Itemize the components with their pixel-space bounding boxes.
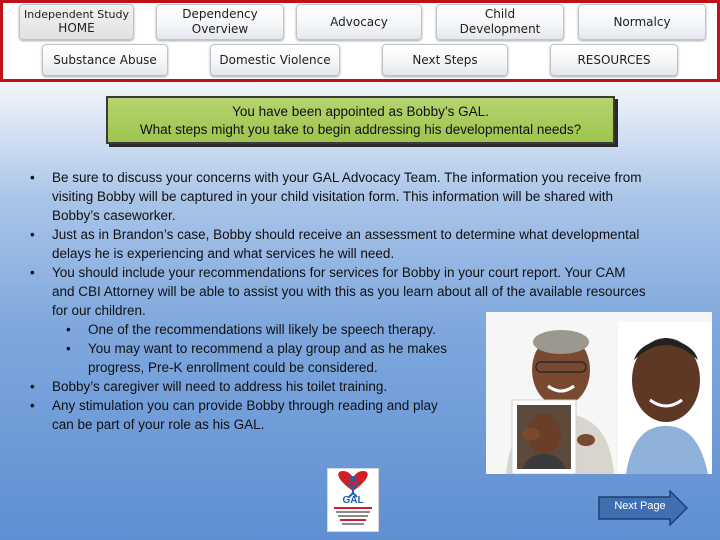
child-label-line2: Development [459, 22, 541, 36]
domestic-violence-button[interactable] [210, 44, 340, 76]
question-box [106, 96, 615, 144]
question-line-2: What steps might you take to begin addressing his developmental needs? [139, 122, 582, 137]
dependency-overview-button[interactable] [156, 4, 284, 40]
advocacy-label: Advocacy [330, 14, 388, 29]
dependency-label-line2: Overview [191, 22, 249, 36]
substance-abuse-button[interactable] [42, 44, 168, 76]
home-button[interactable] [19, 4, 134, 40]
domestic-violence-label: Domestic Violence [219, 52, 331, 67]
list-item: • You should include your recommendations for services for Bobby in your court report. Your CAM and CBI Attorney will be able to assist you with this as you learn about all of the available resources for our children. [30, 263, 650, 320]
dependency-label-line1: Dependency [182, 7, 258, 21]
home-label: HOME [58, 21, 95, 35]
sub-list-item: • You may want to recommend a play group and as he makes progress, Pre-K enrollment could be considered. [30, 339, 488, 377]
next-steps-button[interactable] [382, 44, 508, 76]
list-item: • Any stimulation you can provide Bobby through reading and play can be part of your role as his GAL. [30, 396, 452, 434]
list-item: • Be sure to discuss your concerns with your GAL Advocacy Team. The information you receive from visiting Bobby will be captured in your child visitation form. This information will be shared with Bobby’s caseworker. [30, 168, 650, 225]
resources-label: RESOURCES [577, 52, 651, 67]
child-development-button[interactable] [436, 4, 564, 40]
bullet-list [30, 168, 650, 434]
normalcy-label: Normalcy [613, 14, 671, 29]
independent-study-label: Independent Study [24, 8, 129, 21]
gal-logo-text: GAL [342, 495, 364, 506]
question-line-1: You have been appointed as Bobby’s GAL. [232, 104, 489, 119]
list-item: • Just as in Brandon’s case, Bobby should receive an assessment to determine what developmental delays he is experiencing and what services he will need. [30, 225, 650, 263]
child-label-line1: Child [484, 7, 516, 21]
list-item: • Bobby’s caregiver will need to address his toilet training. [30, 377, 452, 396]
advocacy-button[interactable] [296, 4, 422, 40]
next-page-label[interactable]: Next Page [614, 500, 666, 512]
next-steps-label: Next Steps [412, 52, 478, 67]
substance-abuse-label: Substance Abuse [53, 52, 157, 67]
gal-logo [327, 468, 379, 532]
sub-list-item: • One of the recommendations will likely be speech therapy. [30, 320, 488, 339]
resources-button[interactable] [550, 44, 678, 76]
normalcy-button[interactable] [578, 4, 706, 40]
